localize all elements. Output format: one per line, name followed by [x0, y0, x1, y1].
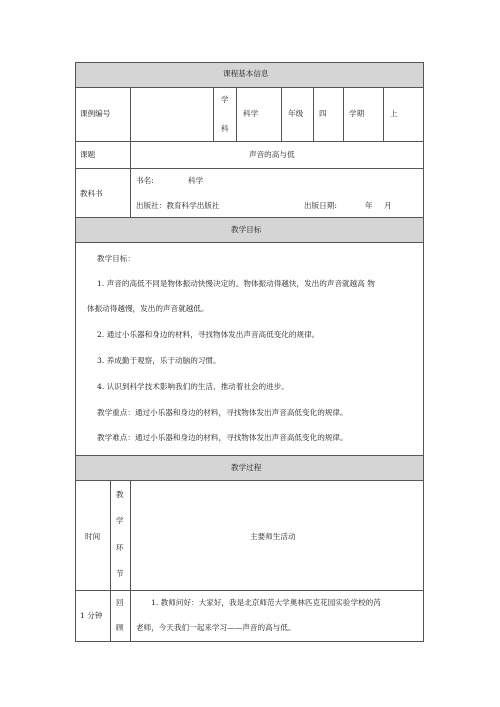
- time-column-label: 时间: [85, 532, 101, 541]
- stage-char-4: 节: [116, 569, 124, 578]
- row-1-stage-char-1: 回: [116, 598, 124, 607]
- stage-char-2: 学: [116, 516, 124, 525]
- goal-1-line-1: 1. 声音的高低不同是物体振动快慢决定的。物体振动得越快，发出的声音就越高 物: [97, 279, 375, 288]
- topic-value: 声音的高与低: [249, 150, 295, 159]
- subject-label-top: 学: [221, 95, 229, 104]
- key-point: 教学重点：通过小乐器和身边的材料，寻找物体发出声音高低变化的规律。: [97, 408, 348, 417]
- publisher: 出版社：教育科学出版社: [136, 201, 220, 210]
- difficulty: 教学难点：通过小乐器和身边的材料，寻找物体发出声音高低变化的规律。: [97, 433, 348, 442]
- activity-column-label: 主要师生活动: [250, 532, 296, 541]
- goal-2: 2. 通过小乐器和身边的材料，寻找物体发出声音高低变化的规律。: [97, 330, 320, 339]
- row-1-activity-line-2: 老师，今天我们一起来学习——声音的高与低。: [136, 623, 296, 632]
- goals-header: 教学目标: [231, 225, 262, 234]
- stage-char-1: 教: [116, 490, 124, 499]
- subject-label-bottom: 科: [221, 124, 229, 133]
- row-1-time: 1 分钟: [80, 611, 103, 620]
- month-label: 月: [384, 201, 392, 210]
- goal-1-line-2: 体振动得越慢，发出的声音就越低。: [87, 304, 209, 313]
- subject-value: 科学: [243, 109, 259, 118]
- row-1-activity-line-1: 1. 教师问好：大家好，我是北京师范大学奥林匹克花园实验学校的芮: [151, 598, 381, 607]
- course-number-label: 课例编号: [80, 109, 111, 118]
- grade-label: 年级: [288, 109, 304, 118]
- textbook-label: 教科书: [80, 189, 103, 198]
- process-header: 教学过程: [231, 463, 262, 472]
- topic-label: 课题: [80, 150, 96, 159]
- term-label: 学期: [349, 109, 365, 118]
- stage-char-3: 环: [116, 543, 124, 552]
- row-1-stage-char-2: 顾: [116, 623, 124, 632]
- term-value: 上: [390, 109, 398, 118]
- year-label: 年: [365, 201, 373, 210]
- basic-info-header: 课程基本信息: [223, 69, 269, 78]
- goal-4: 4. 认识到科学技术影响我们的生活、推动着社会的进步。: [97, 382, 289, 391]
- grade-value: 四: [319, 109, 327, 118]
- book-name-value: 科学: [188, 176, 204, 185]
- book-name-label: 书名:: [136, 176, 154, 185]
- goal-3: 3. 养成勤于观察，乐于动脑的习惯。: [97, 356, 221, 365]
- goals-intro: 教学目标：: [97, 254, 135, 263]
- publish-date-label: 出版日期:: [304, 201, 337, 210]
